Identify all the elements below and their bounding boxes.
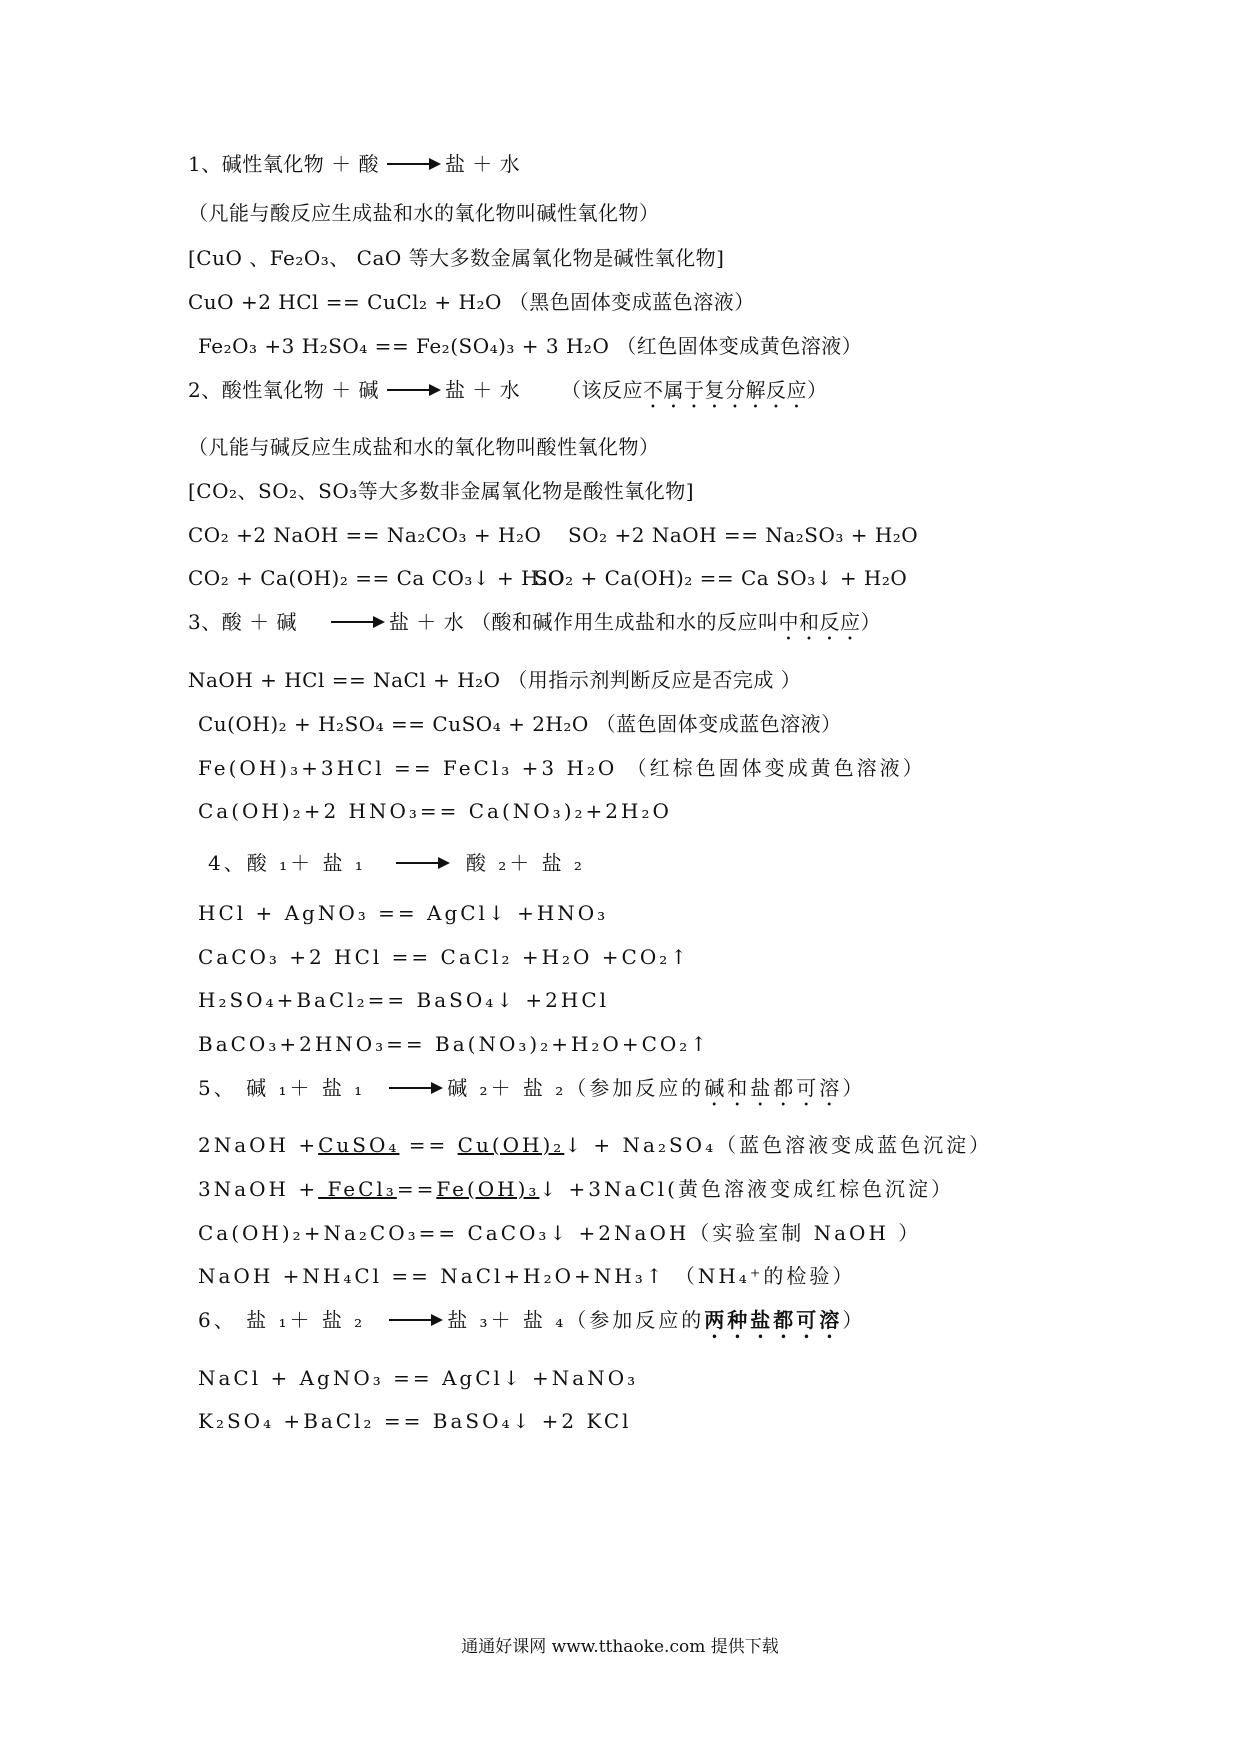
text: ↓ +3NaCl(黄色溶液变成红棕色沉淀） (539, 1177, 954, 1201)
equation: NaOH +NH₄Cl == NaCl+H₂O+NH₃↑ （NH₄⁺的检验） (198, 1264, 856, 1288)
equation: Cu(OH)₂ + H₂SO₄ == CuSO₄ + 2H₂O （蓝色固体变成蓝色溶液） (198, 712, 842, 736)
section-2-heading (188, 376, 828, 413)
emphasis-text: 两种盐都可溶 (704, 1308, 843, 1332)
definition-acidic-oxide: （凡能与碱反应生成盐和水的氧化物叫酸性氧化物） (188, 435, 660, 459)
arrow-icon (389, 1087, 441, 1089)
text: 2NaOH + (198, 1133, 319, 1157)
section-4-heading (208, 849, 585, 877)
equation: CO₂ + Ca(OH)₂ == Ca CO₃↓ + H₂O (188, 566, 565, 590)
text: 1、碱性氧化物 ＋ 酸 (188, 152, 379, 176)
underlined-text: Cu(OH)₂ (457, 1133, 565, 1157)
equation: SO₂ +2 NaOH == Na₂SO₃ + H₂O (568, 523, 919, 547)
text: ） (860, 610, 882, 634)
text: ） (842, 1076, 866, 1100)
equation: Fe(OH)₃+3HCl == FeCl₃ +3 H₂O （红棕色固体变成黄色溶液） (198, 756, 926, 780)
arrow-icon (387, 389, 439, 391)
underlined-text: FeCl₃ (318, 1177, 397, 1201)
equation: H₂SO₄+BaCl₂== BaSO₄↓ +2HCl (198, 988, 610, 1012)
section-3-heading (188, 608, 881, 645)
section-5-heading (198, 1074, 865, 1111)
underlined-text: CuSO₄ (318, 1133, 400, 1157)
equation: Ca(OH)₂+2 HNO₃== Ca(NO₃)₂+2H₂O (198, 799, 672, 823)
equation: NaOH + HCl == NaCl + H₂O （用指示剂判断反应是否完成 ） (188, 668, 802, 692)
equation: CuO +2 HCl == CuCl₂ + H₂O （黑色固体变成蓝色溶液） (188, 290, 755, 314)
text: 碱 ₂＋ 盐 ₂（参加反应的 (447, 1076, 705, 1100)
footer-credit: 通通好课网 www.tthaoke.com 提供下载 (461, 1637, 779, 1657)
equation (198, 1175, 954, 1203)
definition-basic-oxide: （凡能与酸反应生成盐和水的氧化物叫碱性氧化物） (188, 201, 660, 225)
emphasis-text: 碱和盐都可溶 (704, 1076, 843, 1100)
section-1-heading (188, 150, 520, 178)
equation: Fe₂O₃ +3 H₂SO₄ == Fe₂(SO₄)₃ + 3 H₂O （红色固体变成黄色溶液） (198, 334, 863, 358)
arrow-icon (389, 1319, 441, 1321)
text: 盐 ＋ 水 (444, 378, 521, 402)
text: 6、 盐 ₁＋ 盐 ₂ (198, 1308, 366, 1332)
text: ） (842, 1308, 866, 1332)
section-6-heading (198, 1306, 865, 1343)
text: 盐 ＋ 水 （酸和碱作用生成盐和水的反应叫 (388, 610, 779, 634)
equation (198, 1131, 992, 1159)
text: 3、酸 ＋ 碱 (188, 610, 297, 634)
text: 盐 ＋ 水 (444, 152, 521, 176)
equation: HCl + AgNO₃ == AgCl↓ +HNO₃ (198, 901, 609, 925)
text: 3NaOH + (198, 1177, 319, 1201)
equation: NaCl + AgNO₃ == AgCl↓ +NaNO₃ (198, 1366, 639, 1390)
text: 2、酸性氧化物 ＋ 碱 (188, 378, 379, 402)
emphasis-text: 中和反应 (778, 610, 861, 634)
equation: Ca(OH)₂+Na₂CO₃== CaCO₃↓ +2NaOH（实验室制 NaOH ） (198, 1221, 922, 1245)
text: 酸 ₂＋ 盐 ₂ (465, 851, 585, 875)
text: == (399, 1133, 458, 1157)
equation: K₂SO₄ +BaCl₂ == BaSO₄↓ +2 KCl (198, 1409, 632, 1433)
text: 5、 碱 ₁＋ 盐 ₁ (198, 1076, 366, 1100)
emphasis-text: 不属于复分解反应 (643, 378, 808, 402)
basic-oxide-examples: [CuO 、Fe₂O₃、 CaO 等大多数金属氧化物是碱性氧化物] (188, 246, 725, 270)
text: 4、酸 ₁＋ 盐 ₁ (208, 851, 366, 875)
text: ） (807, 378, 828, 402)
acidic-oxide-examples: [CO₂、SO₂、SO₃等大多数非金属氧化物是酸性氧化物] (188, 479, 695, 503)
text: （该反应 (561, 378, 644, 402)
arrow-icon (331, 621, 383, 623)
text: ↓ + Na₂SO₄（蓝色溶液变成蓝色沉淀） (564, 1133, 993, 1157)
equation: SO₂ + Ca(OH)₂ == Ca SO₃↓ + H₂O (534, 566, 908, 590)
equation: BaCO₃+2HNO₃== Ba(NO₃)₂+H₂O+CO₂↑ (198, 1032, 711, 1056)
arrow-icon (387, 163, 439, 165)
arrow-icon (396, 862, 448, 864)
equation: CO₂ +2 NaOH == Na₂CO₃ + H₂O (188, 523, 542, 547)
text: == (396, 1177, 437, 1201)
underlined-text: Fe(OH)₃ (436, 1177, 540, 1201)
text: 盐 ₃＋ 盐 ₄（参加反应的 (447, 1308, 705, 1332)
equation: CaCO₃ +2 HCl == CaCl₂ +H₂O +CO₂↑ (198, 945, 691, 969)
